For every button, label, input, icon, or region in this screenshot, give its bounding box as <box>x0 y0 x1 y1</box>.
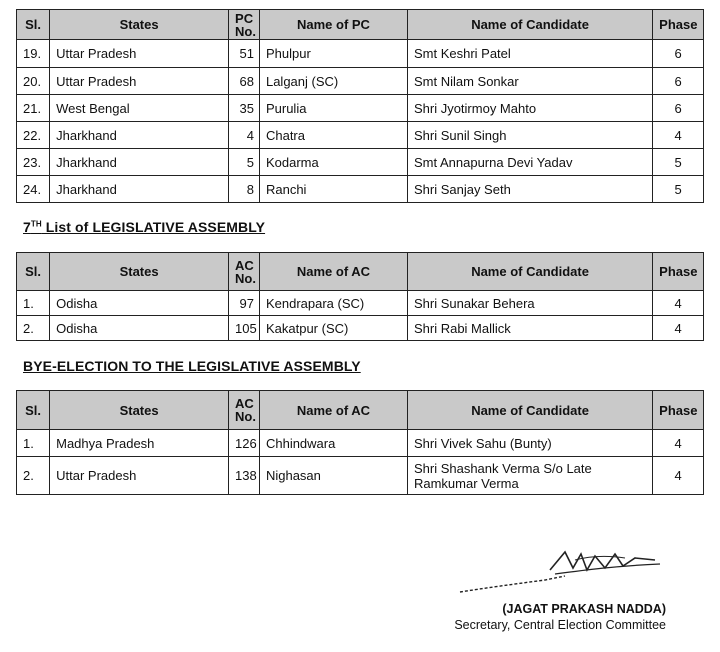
table-header-row <box>17 253 704 291</box>
bye-election-table <box>16 390 704 495</box>
cell-candidate: Shri Rabi Mallick <box>407 316 652 341</box>
table-row <box>17 316 704 341</box>
cell-no: 8 <box>229 176 260 203</box>
cell-no: 105 <box>229 316 260 341</box>
header-no: PC No. <box>229 10 260 40</box>
header-states: States <box>50 253 229 291</box>
cell-state: Uttar Pradesh <box>50 40 229 68</box>
cell-state: Jharkhand <box>50 122 229 149</box>
cell-sl: 23. <box>17 149 50 176</box>
cell-candidate: Smt Annapurna Devi Yadav <box>407 149 652 176</box>
table-row <box>17 457 704 495</box>
cell-no: 51 <box>229 40 260 68</box>
cell-state: Uttar Pradesh <box>50 457 229 495</box>
header-name: Name of PC <box>259 10 407 40</box>
cell-sl: 2. <box>17 316 50 341</box>
cell-candidate: Shri Sanjay Seth <box>407 176 652 203</box>
cell-name: Kakatpur (SC) <box>259 316 407 341</box>
header-no: AC No. <box>229 391 260 430</box>
section-heading-bye-election: BYE-ELECTION TO THE LEGISLATIVE ASSEMBLY <box>23 358 361 374</box>
cell-no: 126 <box>229 430 260 457</box>
header-phase: Phase <box>653 391 704 430</box>
cell-name: Chhindwara <box>259 430 407 457</box>
table-row <box>17 95 704 122</box>
cell-state: Jharkhand <box>50 149 229 176</box>
cell-no: 138 <box>229 457 260 495</box>
cell-sl: 22. <box>17 122 50 149</box>
cell-phase: 4 <box>653 291 704 316</box>
header-states: States <box>50 391 229 430</box>
cell-no: 4 <box>229 122 260 149</box>
cell-candidate: Smt Keshri Patel <box>407 40 652 68</box>
cell-sl: 24. <box>17 176 50 203</box>
cell-sl: 1. <box>17 430 50 457</box>
header-sl: Sl. <box>17 253 50 291</box>
table-header-row <box>17 391 704 430</box>
header-candidate: Name of Candidate <box>407 10 652 40</box>
cell-phase: 4 <box>653 430 704 457</box>
header-no: AC No. <box>229 253 260 291</box>
signatory-role: Secretary, Central Election Committee <box>454 618 666 632</box>
signature-image <box>455 540 670 598</box>
section-heading-legislative-assembly <box>23 219 265 235</box>
cell-candidate: Shri Sunakar Behera <box>407 291 652 316</box>
header-phase: Phase <box>653 10 704 40</box>
cell-name: Chatra <box>259 122 407 149</box>
cell-phase: 5 <box>653 176 704 203</box>
ac-candidates-table <box>16 252 704 341</box>
heading-text: List of LEGISLATIVE ASSEMBLY <box>41 219 266 235</box>
table-row <box>17 430 704 457</box>
cell-phase: 5 <box>653 149 704 176</box>
table-header-row <box>17 10 704 40</box>
heading-ordinal-suffix: TH <box>30 219 42 229</box>
cell-candidate: Smt Nilam Sonkar <box>407 68 652 95</box>
cell-candidate: Shri Jyotirmoy Mahto <box>407 95 652 122</box>
header-candidate: Name of Candidate <box>407 391 652 430</box>
header-sl: Sl. <box>17 10 50 40</box>
cell-state: Odisha <box>50 316 229 341</box>
cell-candidate: Shri Shashank Verma S/o Late Ramkumar Verma <box>407 457 652 495</box>
table-row <box>17 176 704 203</box>
table-row <box>17 291 704 316</box>
header-states: States <box>50 10 229 40</box>
cell-phase: 4 <box>653 316 704 341</box>
cell-phase: 4 <box>653 122 704 149</box>
cell-state: Madhya Pradesh <box>50 430 229 457</box>
cell-name: Ranchi <box>259 176 407 203</box>
cell-candidate: Shri Vivek Sahu (Bunty) <box>407 430 652 457</box>
table-row <box>17 149 704 176</box>
header-sl: Sl. <box>17 391 50 430</box>
table-row <box>17 122 704 149</box>
cell-state: West Bengal <box>50 95 229 122</box>
cell-no: 68 <box>229 68 260 95</box>
cell-candidate: Shri Sunil Singh <box>407 122 652 149</box>
cell-name: Kendrapara (SC) <box>259 291 407 316</box>
table-row <box>17 68 704 95</box>
cell-name: Lalganj (SC) <box>259 68 407 95</box>
cell-name: Nighasan <box>259 457 407 495</box>
cell-state: Odisha <box>50 291 229 316</box>
cell-state: Uttar Pradesh <box>50 68 229 95</box>
header-phase: Phase <box>653 253 704 291</box>
cell-sl: 20. <box>17 68 50 95</box>
cell-no: 35 <box>229 95 260 122</box>
cell-phase: 6 <box>653 68 704 95</box>
heading-ordinal: 7 <box>23 219 31 235</box>
pc-candidates-table <box>16 9 704 203</box>
cell-no: 5 <box>229 149 260 176</box>
cell-phase: 6 <box>653 40 704 68</box>
table-row <box>17 40 704 68</box>
header-name: Name of AC <box>259 391 407 430</box>
signatory-name: (JAGAT PRAKASH NADDA) <box>502 602 666 616</box>
cell-phase: 6 <box>653 95 704 122</box>
cell-name: Phulpur <box>259 40 407 68</box>
cell-sl: 2. <box>17 457 50 495</box>
cell-state: Jharkhand <box>50 176 229 203</box>
cell-sl: 19. <box>17 40 50 68</box>
cell-name: Purulia <box>259 95 407 122</box>
header-name: Name of AC <box>259 253 407 291</box>
cell-name: Kodarma <box>259 149 407 176</box>
cell-phase: 4 <box>653 457 704 495</box>
header-candidate: Name of Candidate <box>407 253 652 291</box>
cell-no: 97 <box>229 291 260 316</box>
cell-sl: 1. <box>17 291 50 316</box>
cell-sl: 21. <box>17 95 50 122</box>
